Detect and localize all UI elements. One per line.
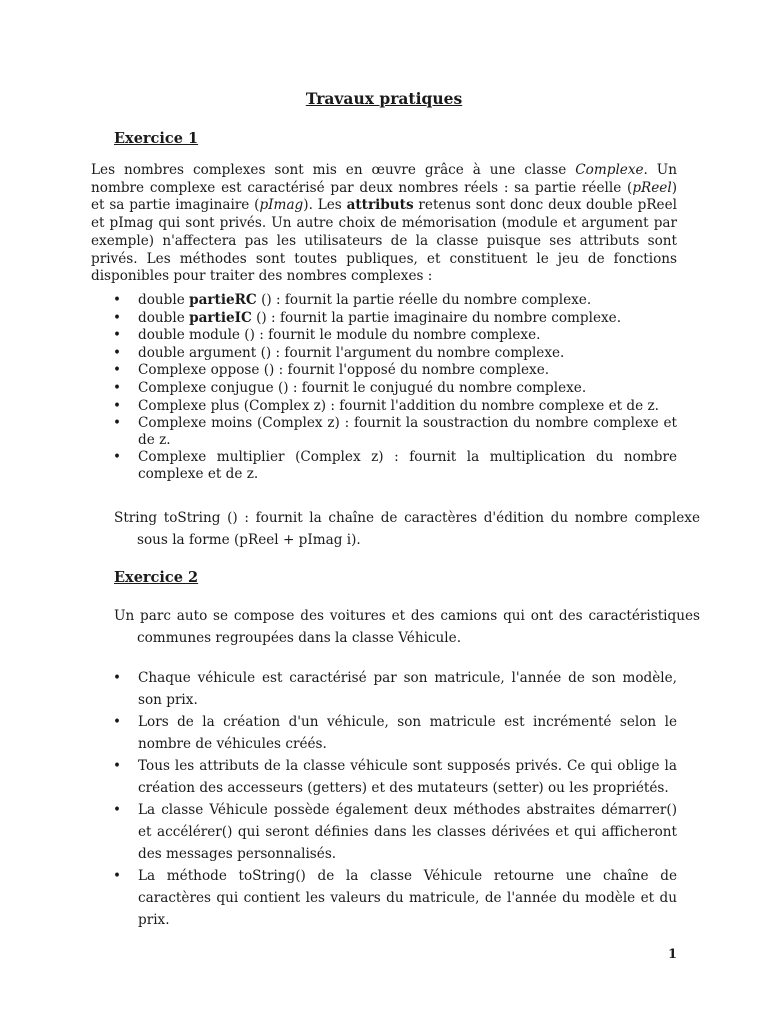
exercice-1-heading: Exercice 1	[114, 130, 199, 147]
method-text: double argument () : fournit l'argument du nombre complexe.	[138, 344, 565, 361]
page-title: Travaux pratiques	[305, 89, 463, 108]
list-item	[91, 398, 677, 415]
method-desc: () : fournit la partie imaginaire du nombre complexe.	[251, 309, 622, 326]
intro-class-name: Complexe	[575, 162, 644, 178]
intro-pimag: pImag	[259, 197, 304, 214]
intro-text-9: retenus sont donc deux double pReel et pImag qui sont privés. Un autre choix de mémorisation (module et argument par exemple) n'affectera pas les utilisateurs de la classe puisque ses attributs sont privés. Les méthodes sont toutes publiques, et constituent le jeu de fonctions disponibles pour traiter des nombres complexes :	[91, 197, 677, 285]
method-text: Complexe plus (Complex z) : fournit l'addition du nombre complexe et de z.	[138, 397, 659, 414]
list-item: • La classe Véhicule possède également deux méthodes abstraites démarrer() et accélérer() qui seront définies dans les classes dérivées et qui afficheront des messages personnalisés.	[91, 799, 677, 865]
intro-text-5: ) et sa partie imaginaire (	[91, 179, 677, 214]
method-text: double module () : fournit le module du nombre complexe.	[138, 327, 541, 344]
method-text: double	[138, 309, 190, 326]
exercice-2-intro: Un parc auto se compose des voitures et des camions qui ont des caractéristiques communes regroupées dans la classe Véhicule.	[114, 608, 700, 646]
list-item	[91, 449, 677, 482]
list-item: • Tous les attributs de la classe véhicule sont supposés privés. Ce qui oblige la création des accesseurs (getters) et des mutateurs (setter) ou les propriétés.	[91, 755, 677, 799]
method-text: Complexe moins (Complex z) : fournit la soustraction du nombre complexe et de z.	[138, 415, 677, 448]
list-item	[91, 327, 677, 344]
list-item	[91, 380, 677, 397]
list-item	[91, 310, 677, 327]
list-item: • Lors de la création d'un véhicule, son matricule est incrémenté selon le nombre de véhicules créés.	[91, 711, 677, 755]
method-name: partieRC	[189, 292, 257, 308]
intro-attributs: attributs	[346, 197, 414, 214]
tostring-paragraph: String toString () : fournit la chaîne de caractères d'édition du nombre complexe sous la forme (pReel + pImag i).	[114, 510, 700, 548]
method-text: Complexe multiplier (Complex z) : fournit la multiplication du nombre complexe et de z.	[138, 449, 677, 482]
list-item	[91, 362, 677, 379]
vehicle-requirements-list	[91, 667, 677, 931]
exercice-2-heading: Exercice 2	[114, 569, 199, 586]
list-item	[91, 292, 677, 309]
method-name: partieIC	[189, 309, 252, 326]
method-text: Complexe oppose () : fournit l'opposé du nombre complexe.	[138, 362, 550, 379]
intro-preel: pReel	[632, 179, 672, 196]
intro-text-7: ). Les	[303, 197, 347, 214]
list-item	[91, 345, 677, 362]
exercice-1-intro	[91, 162, 677, 286]
list-item	[91, 415, 677, 448]
methods-list	[91, 292, 677, 483]
list-item: • Chaque véhicule est caractérisé par son matricule, l'année de son modèle, son prix.	[91, 667, 677, 711]
method-text: double	[138, 292, 190, 308]
method-text: Complexe conjugue () : fournit le conjugué du nombre complexe.	[138, 379, 587, 396]
page-number: 1	[668, 947, 678, 962]
intro-text-1: Les nombres complexes sont mis en œuvre grâce à une classe	[91, 162, 576, 178]
intro-text-3: . Un nombre complexe est caractérisé par deux nombres réels : sa partie réelle (	[91, 162, 678, 196]
method-desc: () : fournit la partie réelle du nombre complexe.	[256, 292, 592, 308]
list-item: • La méthode toString() de la classe Véhicule retourne une chaîne de caractères qui contient les valeurs du matricule, de l'année du modèle et du prix.	[91, 865, 677, 931]
